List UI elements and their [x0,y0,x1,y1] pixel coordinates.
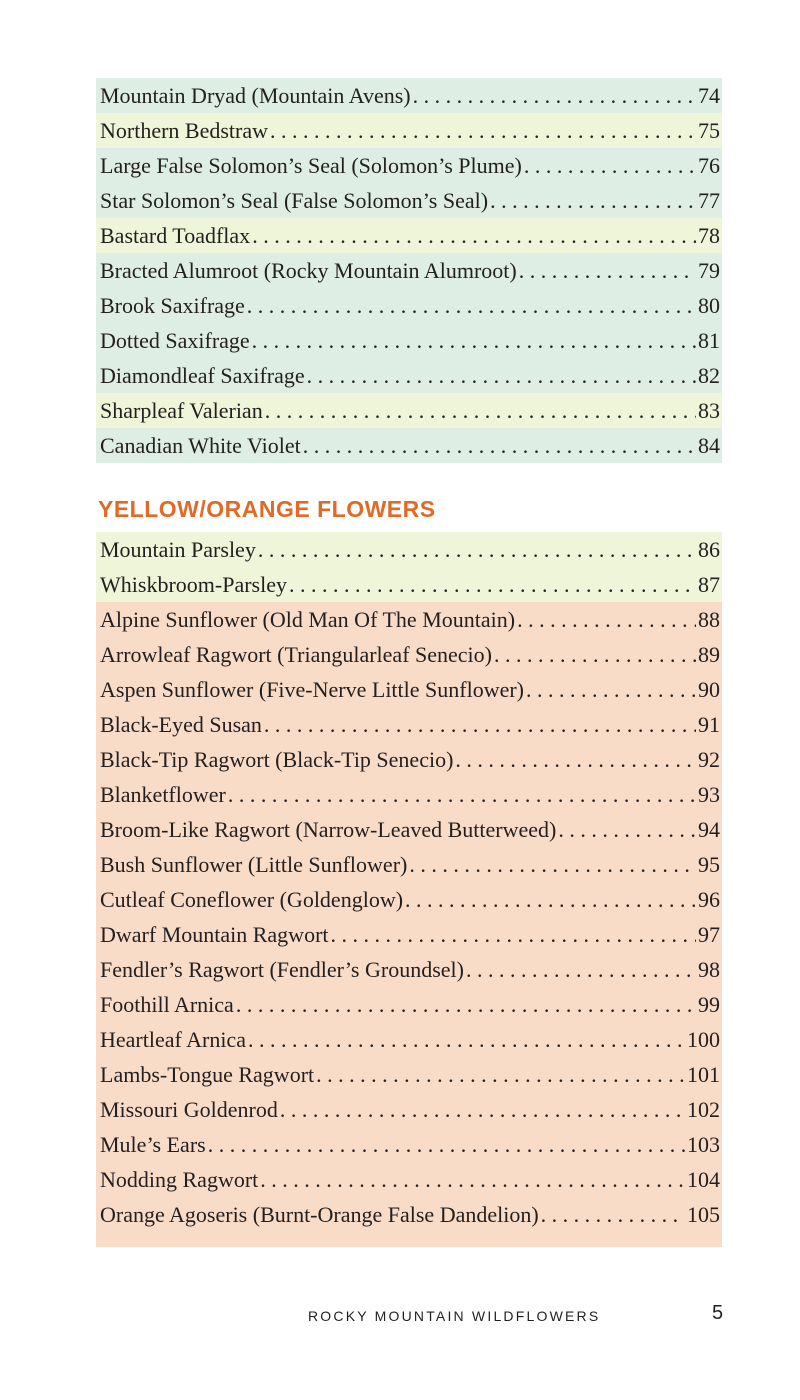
entry-page: 94 [698,817,720,842]
entry-page: 92 [698,747,720,772]
dot-leader [208,1127,685,1162]
list-item [96,358,722,393]
dot-leader [258,532,696,567]
list-item [96,882,722,917]
list-item [96,1162,722,1197]
entry-title: Canadian White Violet [100,433,301,458]
continued-list [96,78,722,463]
entry-page: 96 [698,887,720,912]
list-item [96,183,722,218]
dot-leader [260,1162,685,1197]
list-item [96,1022,722,1057]
entry-title: Nodding Ragwort [100,1167,259,1192]
list-item [96,1092,722,1127]
entry-page: 74 [698,83,720,108]
entry-page: 97 [698,922,720,947]
list-item [96,672,722,707]
entry-page: 95 [698,852,720,877]
entry-title: Dotted Saxifrage [100,328,250,353]
entry-title: Mule’s Ears [100,1132,206,1157]
entry-title: Diamondleaf Saxifrage [100,363,305,388]
entry-title: Mountain Dryad (Mountain Avens) [100,83,411,108]
entry-title: Black-Eyed Susan [100,712,262,737]
dot-leader [307,358,696,393]
entry-page: 93 [698,782,720,807]
entry-title: Northern Bedstraw [100,118,269,143]
list-item [96,602,722,637]
entry-title: Cutleaf Coneflower (Goldenglow) [100,887,404,912]
list-item [96,288,722,323]
list-item [96,1127,722,1162]
list-item [96,952,722,987]
entry-page: 103 [687,1132,720,1157]
dot-leader [526,672,696,707]
entry-title: Fendler’s Ragwort (Fendler’s Groundsel) [100,957,464,982]
entry-page: 77 [698,188,720,213]
entry-title: Bush Sunflower (Little Sunflower) [100,852,408,877]
entry-page: 104 [687,1167,720,1192]
dot-leader [490,183,696,218]
dot-leader [558,812,696,847]
entry-page: 82 [698,363,720,388]
entry-page: 100 [687,1027,720,1052]
list-item [96,532,722,567]
dot-leader [270,113,696,148]
entry-page: 99 [698,992,720,1017]
dot-leader [252,323,696,358]
entry-title: Blanketflower [100,782,226,807]
dot-leader [236,987,696,1022]
dot-leader [541,1197,685,1232]
entry-title: Dwarf Mountain Ragwort [100,922,329,947]
list-item [96,987,722,1022]
entry-page: 81 [698,328,720,353]
section-heading: YELLOW/ORANGE FLOWERS [98,496,436,522]
entry-title: Bastard Toadflax [100,223,251,248]
entry-title: Lambs-Tongue Ragwort [100,1062,315,1087]
entry-title: Foothill Arnica [100,992,234,1017]
entry-page: 84 [698,433,720,458]
entry-page: 102 [687,1097,720,1122]
list-item [96,1197,722,1232]
list-item [96,742,722,777]
dot-leader [409,847,696,882]
entry-title: Orange Agoseris (Burnt-Orange False Dandelion) [100,1202,539,1227]
list-item [96,148,722,183]
entry-page: 88 [698,607,720,632]
list-item [96,218,722,253]
entry-page: 91 [698,712,720,737]
dot-leader [524,148,696,183]
entry-title: Missouri Goldenrod [100,1097,278,1122]
dot-leader [331,917,696,952]
dot-leader [280,1092,685,1127]
entry-page: 105 [687,1202,720,1227]
footer-page-number: 5 [712,1302,724,1324]
entry-title: Black-Tip Ragwort (Black-Tip Senecio) [100,747,454,772]
dot-leader [303,428,696,463]
dot-leader [265,393,696,428]
entry-page: 90 [698,677,720,702]
list-bottom-padding [96,1232,722,1247]
entry-page: 75 [698,118,720,143]
dot-leader [289,567,696,602]
list-item [96,393,722,428]
list-item [96,567,722,602]
entry-page: 89 [698,642,720,667]
entry-title: Large False Solomon’s Seal (Solomon’s Plume) [100,153,522,178]
yellow-orange-list [96,532,722,1247]
list-item [96,113,722,148]
dot-leader [228,777,696,812]
dot-leader [494,637,696,672]
list-item [96,323,722,358]
entry-title: Aspen Sunflower (Five-Nerve Little Sunflower) [100,677,525,702]
dot-leader [413,78,696,113]
list-item [96,812,722,847]
dot-leader [517,602,696,637]
dot-leader [405,882,696,917]
entry-page: 80 [698,293,720,318]
entry-title: Broom-Like Ragwort (Narrow-Leaved Butterweed) [100,817,557,842]
dot-leader [316,1057,685,1092]
entry-page: 86 [698,537,720,562]
list-item [96,428,722,463]
footer-book-title: ROCKY MOUNTAIN WILDFLOWERS [308,1308,601,1324]
list-item [96,847,722,882]
list-item [96,253,722,288]
dot-leader [455,742,696,777]
entry-title: Mountain Parsley [100,537,256,562]
dot-leader [252,218,696,253]
dot-leader [466,952,696,987]
list-item [96,637,722,672]
entry-page: 78 [698,223,720,248]
entry-title: Bracted Alumroot (Rocky Mountain Alumroot) [100,258,517,283]
entry-page: 83 [698,398,720,423]
dot-leader [264,707,696,742]
list-item [96,917,722,952]
entry-title: Star Solomon’s Seal (False Solomon’s Seal) [100,188,489,213]
entry-title: Alpine Sunflower (Old Man Of The Mountain) [100,607,516,632]
entry-title: Whiskbroom-Parsley [100,572,287,597]
entry-title: Brook Saxifrage [100,293,245,318]
dot-leader [247,288,696,323]
list-item [96,777,722,812]
entry-page: 98 [698,957,720,982]
entry-title: Sharpleaf Valerian [100,398,263,423]
dot-leader [519,253,696,288]
list-item [96,1057,722,1092]
entry-page: 87 [698,572,720,597]
list-item [96,78,722,113]
entry-page: 79 [698,258,720,283]
entry-page: 76 [698,153,720,178]
dot-leader [248,1022,685,1057]
list-item [96,707,722,742]
entry-page: 101 [687,1062,720,1087]
entry-title: Heartleaf Arnica [100,1027,246,1052]
entry-title: Arrowleaf Ragwort (Triangularleaf Senecio) [100,642,492,667]
